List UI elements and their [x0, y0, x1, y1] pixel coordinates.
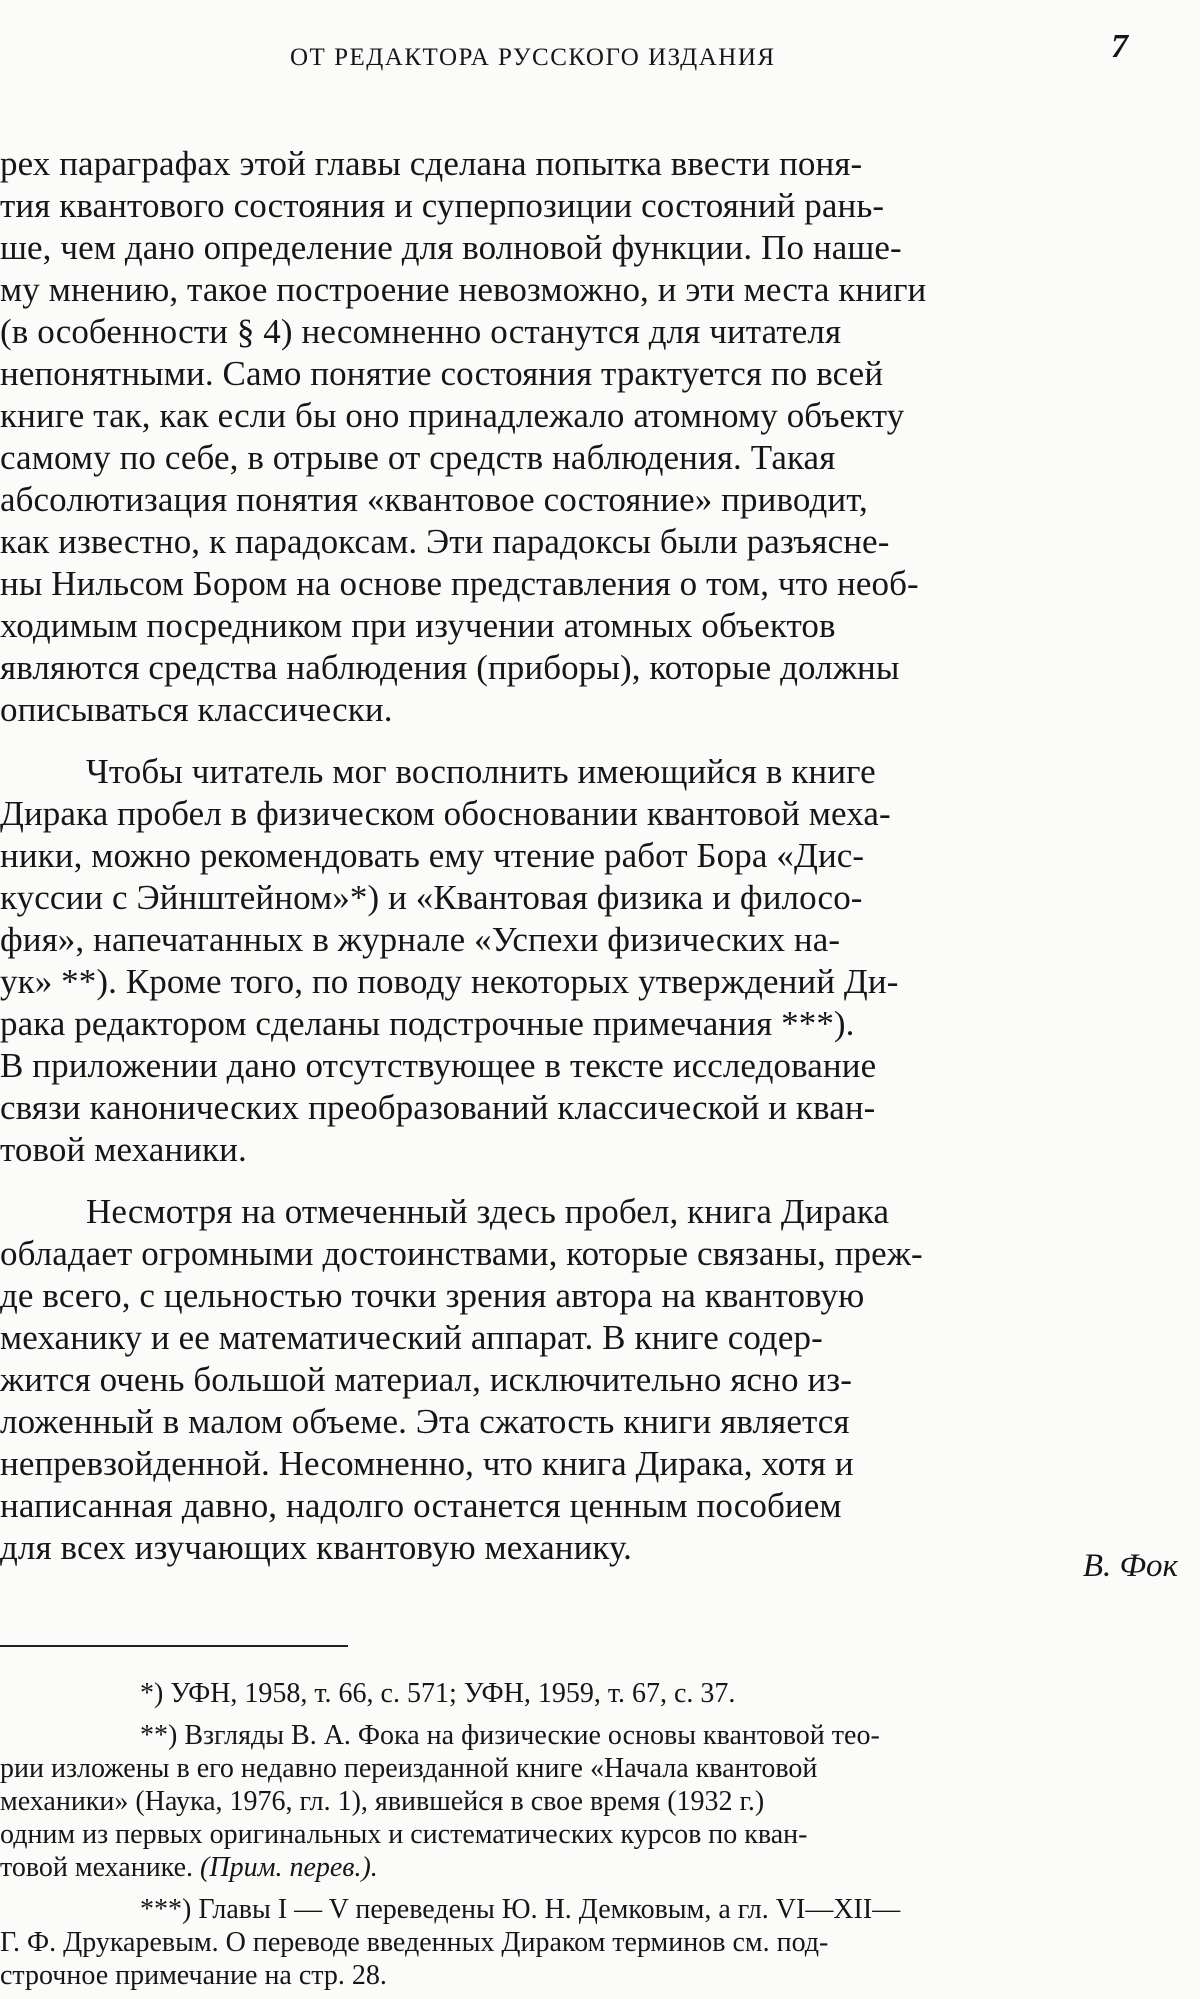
text-line: рех параграфах этой главы сделана попытка ввести поня-	[0, 144, 863, 183]
footnote-divider	[0, 1645, 348, 1647]
author-signature: В. Фок	[1082, 1548, 1178, 1584]
footnote-1: *) УФН, 1958, т. 66, с. 571; УФН, 1959, т. 67, с. 37.	[140, 1678, 736, 1709]
text-line: му мнению, такое построение невозможно, и эти места книги	[0, 270, 927, 309]
footnote-2-last-line	[0, 1854, 378, 1882]
text-line: ук» **). Кроме того, по поводу некоторых утверждений Ди-	[0, 962, 899, 1001]
text-line: ше, чем дано определение для волновой функции. По наше-	[0, 228, 902, 267]
text-line: описываться классически.	[0, 690, 393, 729]
text-line: являются средства наблюдения (приборы), которые должны	[0, 648, 900, 687]
text-line: В приложении дано отсутствующее в тексте исследование	[0, 1046, 877, 1085]
text-line: ны Нильсом Бором на основе представления о том, что необ-	[0, 564, 919, 603]
text-line: самому по себе, в отрыве от средств наблюдения. Такая	[0, 438, 836, 477]
text-line: для всех изучающих квантовую механику.	[0, 1528, 632, 1567]
text-line: Чтобы читатель мог восполнить имеющийся в книге	[86, 752, 876, 791]
text-line: жится очень большой материал, исключительно ясно из-	[0, 1360, 852, 1399]
text-line: рака редактором сделаны подстрочные примечания ***).	[0, 1004, 855, 1043]
footnote-3-line: строчное примечание на стр. 28.	[0, 1960, 387, 1991]
text-line: обладает огромными достоинствами, которые связаны, преж-	[0, 1234, 923, 1273]
footnote-2-line: **) Взгляды В. А. Фока на физические основы квантовой тео-	[140, 1720, 880, 1751]
text-line: связи канонических преобразований классической и кван-	[0, 1088, 876, 1127]
footnote-3-line: ***) Главы I — V переведены Ю. Н. Демковым, а гл. VI—XII—	[140, 1894, 901, 1925]
footnote-3-line: Г. Ф. Друкаревым. О переводе введенных Дираком терминов см. под-	[0, 1927, 829, 1958]
text-line: Несмотря на отмеченный здесь пробел, книга Дирака	[86, 1192, 890, 1231]
text-line: куссии с Эйнштейном»*) и «Квантовая физика и филосо-	[0, 878, 863, 917]
text-line: (в особенности § 4) несомненно останутся для читателя	[0, 312, 842, 351]
text-line: ложенный в малом объеме. Эта сжатость книги является	[0, 1402, 850, 1441]
text-line: тия квантового состояния и суперпозиции состояний рань-	[0, 186, 885, 225]
footnote-2-line: рии изложены в его недавно переизданной книге «Начала квантовой	[0, 1753, 818, 1784]
text-line: как известно, к парадоксам. Эти парадоксы были разъясне-	[0, 522, 890, 561]
footnote-2-line: одним из первых оригинальных и систематических курсов по кван-	[0, 1819, 808, 1850]
text-line: ники, можно рекомендовать ему чтение работ Бора «Дис-	[0, 836, 865, 875]
text-line: Дирака пробел в физическом обосновании квантовой меха-	[0, 794, 891, 833]
page-number: 7	[1111, 28, 1128, 65]
running-title: ОТ РЕДАКТОРА РУССКОГО ИЗДАНИЯ	[290, 44, 776, 71]
text-line: ходимым посредником при изучении атомных объектов	[0, 606, 836, 645]
text-line: непревзойденной. Несомненно, что книга Дирака, хотя и	[0, 1444, 854, 1483]
text-line: написанная давно, надолго останется ценным пособием	[0, 1486, 842, 1525]
text-line: товой механики.	[0, 1130, 247, 1169]
text-line: де всего, с цельностью точки зрения автора на квантовую	[0, 1276, 865, 1315]
footnote-2-line: механики» (Наука, 1976, гл. 1), явившейся в свое время (1932 г.)	[0, 1786, 765, 1817]
footnote-2-remark: (Прим. перев.).	[200, 1852, 378, 1883]
text-line: фия», напечатанных в журнале «Успехи физических на-	[0, 920, 841, 959]
text-line: абсолютизация понятия «квантовое состояние» приводит,	[0, 480, 868, 519]
text-line: непонятными. Само понятие состояния трактуется по всей	[0, 354, 884, 393]
footnote-2-text: товой механике.	[0, 1852, 194, 1883]
text-line: книге так, как если бы оно принадлежало атомному объекту	[0, 396, 905, 435]
text-line: механику и ее математический аппарат. В книге содер-	[0, 1318, 823, 1357]
